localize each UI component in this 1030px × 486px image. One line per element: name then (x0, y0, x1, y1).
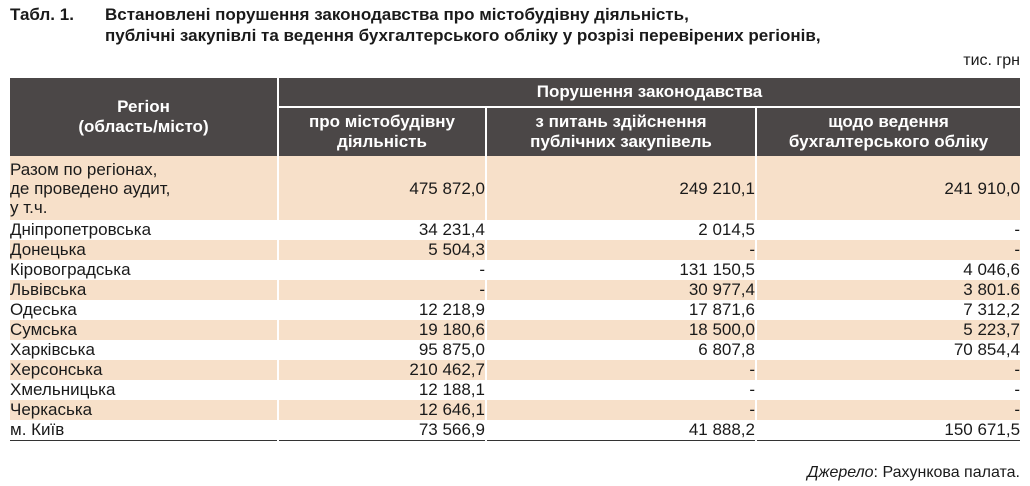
table-row-total (10, 156, 1020, 220)
caption-title-line-2: публічні закупівлі та ведення бухгалтерського обліку у розрізі перевірених регіонів, (105, 26, 821, 45)
table-row (10, 220, 1020, 240)
value-cell-urban-planning: - (278, 280, 486, 300)
value-cell-urban-planning: 12 646,1 (278, 400, 486, 420)
units-label: тис. грн (963, 52, 1020, 69)
table-row (10, 260, 1020, 280)
source-note (807, 464, 1020, 482)
region-cell (10, 156, 278, 220)
region-cell: Донецька (10, 240, 278, 260)
table-row (10, 400, 1020, 420)
total-label-line-3: у т.ч. (10, 197, 48, 217)
total-label-line-2: де проведено аудит, (10, 178, 171, 198)
table-row (10, 280, 1020, 300)
value-cell-accounting: 4 046,6 (756, 260, 1020, 280)
violations-group-header: Порушення законодавства (278, 78, 1020, 107)
column-header-line-1: про містобудівну (309, 112, 455, 131)
value-cell-urban-planning: - (278, 260, 486, 280)
column-header-line-2: діяльність (337, 132, 427, 151)
value-cell-urban-planning: 34 231,4 (278, 220, 486, 240)
column-header-line-2: публічних закупівель (530, 132, 712, 151)
region-cell: Черкаська (10, 400, 278, 420)
table-row (10, 340, 1020, 360)
value-cell-accounting: 150 671,5 (756, 420, 1020, 441)
table-row (10, 320, 1020, 340)
caption-line-1 (10, 4, 1020, 25)
table-row (10, 420, 1020, 441)
value-cell-public-procurement: - (486, 360, 756, 380)
value-cell-accounting: 3 801.6 (756, 280, 1020, 300)
region-header-line-1: Регіон (117, 97, 170, 116)
value-cell-accounting: - (756, 240, 1020, 260)
column-header-accounting (756, 107, 1020, 156)
table-row (10, 380, 1020, 400)
value-cell-public-procurement: - (486, 400, 756, 420)
table-row (10, 300, 1020, 320)
table-caption (10, 4, 1020, 46)
column-header-line-2: бухгалтерського обліку (788, 132, 989, 151)
region-cell: Харківська (10, 340, 278, 360)
region-cell: Львівська (10, 280, 278, 300)
value-cell-accounting: 7 312,2 (756, 300, 1020, 320)
region-cell: Дніпропетровська (10, 220, 278, 240)
region-cell: Кіровоградська (10, 260, 278, 280)
value-cell-urban-planning: 12 188,1 (278, 380, 486, 400)
column-header-public-procurement (486, 107, 756, 156)
table-row (10, 360, 1020, 380)
value-cell-public-procurement: - (486, 380, 756, 400)
value-cell-urban-planning: 210 462,7 (278, 360, 486, 380)
value-cell-urban-planning: 95 875,0 (278, 340, 486, 360)
value-cell-accounting: - (756, 380, 1020, 400)
source-text: : Рахункова палата. (873, 464, 1020, 481)
region-cell: м. Київ (10, 420, 278, 441)
caption-title-line-1: Встановлені порушення законодавства про містобудівну діяльність, (105, 5, 689, 24)
column-header-line-1: щодо ведення (828, 112, 949, 131)
value-cell-urban-planning: 19 180,6 (278, 320, 486, 340)
source-label: Джерело (807, 464, 874, 481)
value-cell-public-procurement: 131 150,5 (486, 260, 756, 280)
value-cell-accounting: - (756, 220, 1020, 240)
value-cell-accounting: - (756, 400, 1020, 420)
value-cell-accounting: - (756, 360, 1020, 380)
region-cell: Сумська (10, 320, 278, 340)
column-header-urban-planning (278, 107, 486, 156)
table-row (10, 240, 1020, 260)
value-cell-public-procurement: 41 888,2 (486, 420, 756, 441)
column-header-line-1: з питань здійснення (535, 112, 707, 131)
value-cell-public-procurement: 249 210,1 (486, 156, 756, 220)
region-cell: Хмельницька (10, 380, 278, 400)
value-cell-public-procurement: 6 807,8 (486, 340, 756, 360)
value-cell-urban-planning: 73 566,9 (278, 420, 486, 441)
value-cell-public-procurement: - (486, 240, 756, 260)
value-cell-urban-planning: 475 872,0 (278, 156, 486, 220)
region-column-header (10, 78, 278, 156)
value-cell-public-procurement: 18 500,0 (486, 320, 756, 340)
value-cell-urban-planning: 5 504,3 (278, 240, 486, 260)
value-cell-public-procurement: 2 014,5 (486, 220, 756, 240)
caption-label: Табл. 1. (10, 5, 74, 24)
region-cell: Херсонська (10, 360, 278, 380)
value-cell-urban-planning: 12 218,9 (278, 300, 486, 320)
value-cell-public-procurement: 30 977,4 (486, 280, 756, 300)
value-cell-accounting: 241 910,0 (756, 156, 1020, 220)
total-label-line-1: Разом по регіонах, (10, 159, 158, 179)
region-cell: Одеська (10, 300, 278, 320)
value-cell-public-procurement: 17 871,6 (486, 300, 756, 320)
violations-table (10, 78, 1020, 441)
region-header-line-2: (область/місто) (78, 117, 209, 136)
value-cell-accounting: 70 854,4 (756, 340, 1020, 360)
value-cell-accounting: 5 223,7 (756, 320, 1020, 340)
